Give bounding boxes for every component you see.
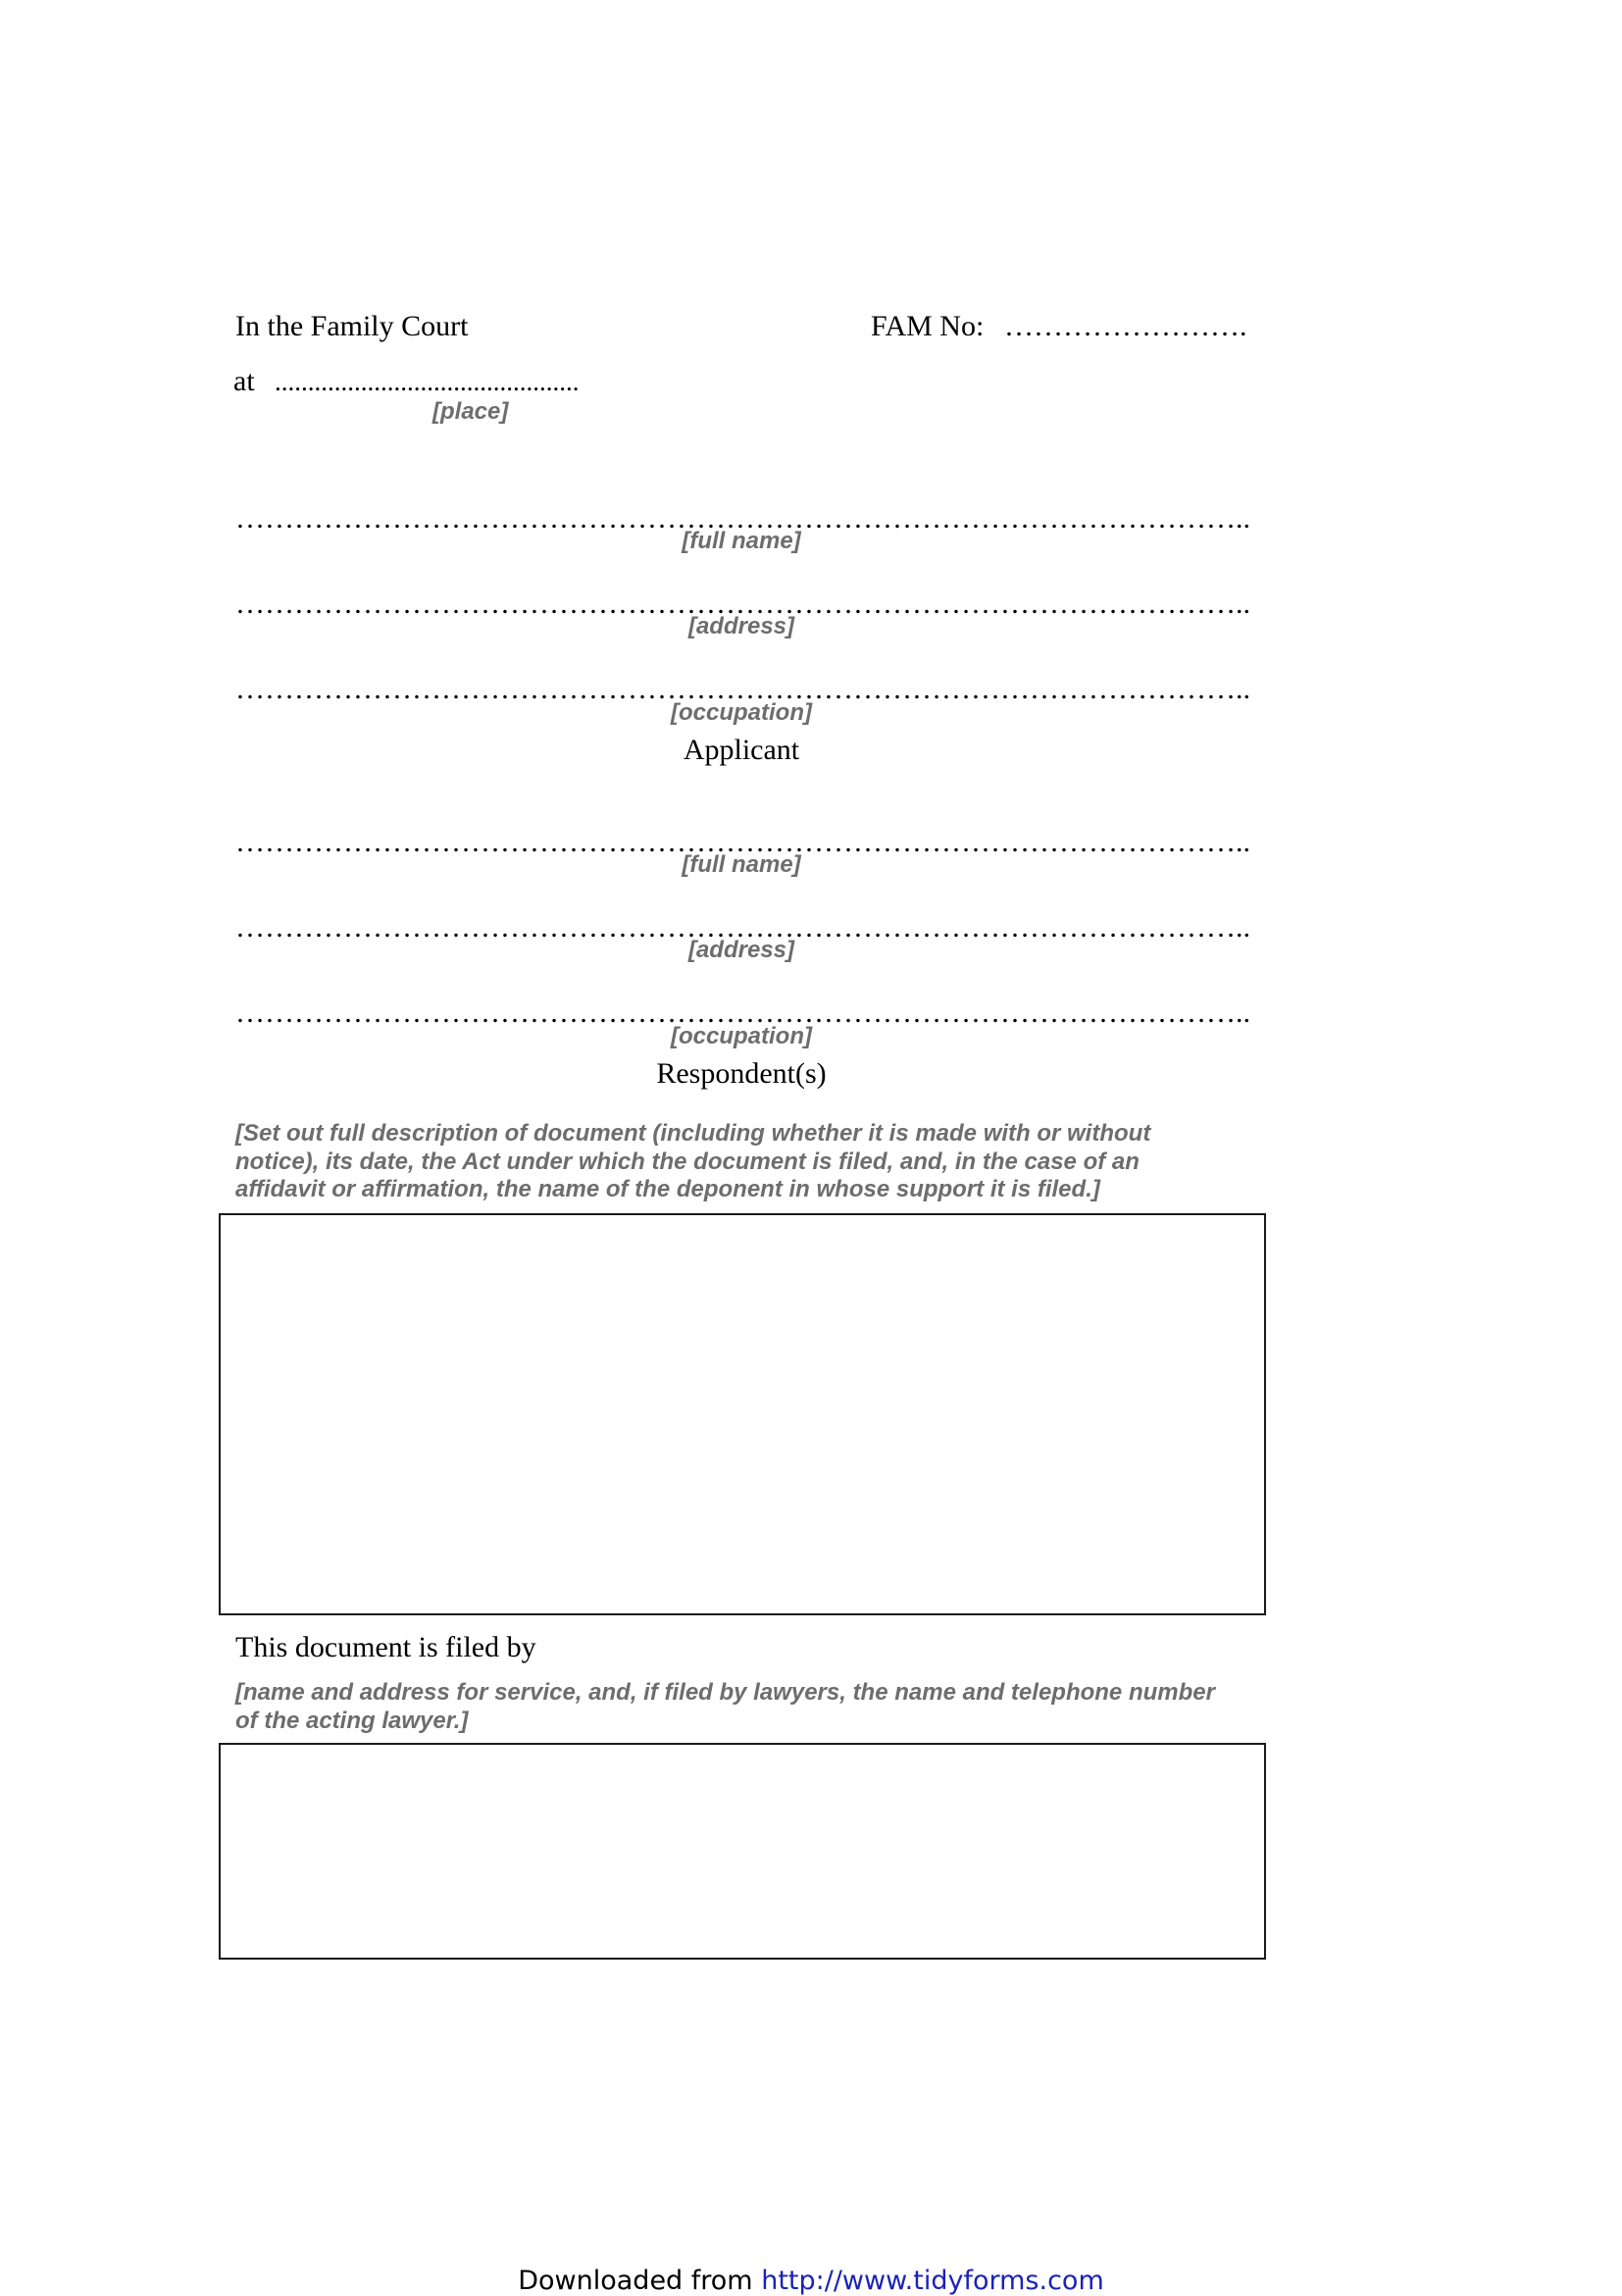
applicant-occupation-field[interactable]: …………………………………………………………………………………………..	[235, 673, 1250, 705]
respondent-full-name-field[interactable]: …………………………………………………………………………………………..	[235, 826, 1250, 858]
applicant-full-name-field[interactable]: …………………………………………………………………………………………..	[235, 502, 1250, 535]
applicant-address-field[interactable]: …………………………………………………………………………………………..	[235, 587, 1250, 620]
document-description-box[interactable]	[219, 1213, 1266, 1615]
applicant-label: Applicant	[683, 734, 800, 766]
respondent-label: Respondent(s)	[656, 1057, 827, 1090]
filed-by-hint: [name and address for service, and, if filed by lawyers, the name and telephone number of the acting lawyer.]	[235, 1679, 1215, 1734]
place-hint: [place]	[432, 398, 509, 425]
at-label: at	[233, 365, 255, 397]
fam-no-label: FAM No:	[871, 310, 985, 342]
applicant-address-hint: [address]	[687, 613, 795, 639]
respondent-address-field[interactable]: …………………………………………………………………………………………..	[235, 911, 1250, 944]
footer-prefix: Downloaded from	[518, 2266, 762, 2296]
filed-by-box[interactable]	[219, 1743, 1266, 1960]
place-field[interactable]: ..............................................	[275, 367, 580, 396]
respondent-address-hint: [address]	[687, 937, 795, 963]
respondent-occupation-field[interactable]: …………………………………………………………………………………………..	[235, 996, 1250, 1029]
court-heading: In the Family Court	[235, 310, 469, 342]
footer	[0, 2266, 1622, 2296]
applicant-full-name-hint: [full name]	[682, 528, 801, 554]
fam-no-field[interactable]: …………………….	[1004, 310, 1247, 342]
filed-by-label: This document is filed by	[235, 1631, 536, 1663]
respondent-full-name-hint: [full name]	[682, 851, 801, 878]
applicant-occupation-hint: [occupation]	[671, 699, 812, 726]
respondent-occupation-hint: [occupation]	[671, 1023, 812, 1049]
footer-link[interactable]: http://www.tidyforms.com	[761, 2266, 1104, 2296]
document-description-hint: [Set out full description of document (including whether it is made with or without notice), its date, the Act under which the document is filed, and, in the case of an affidavit or affirmation, the name of the deponent in whose support it is filed.]	[235, 1120, 1151, 1202]
